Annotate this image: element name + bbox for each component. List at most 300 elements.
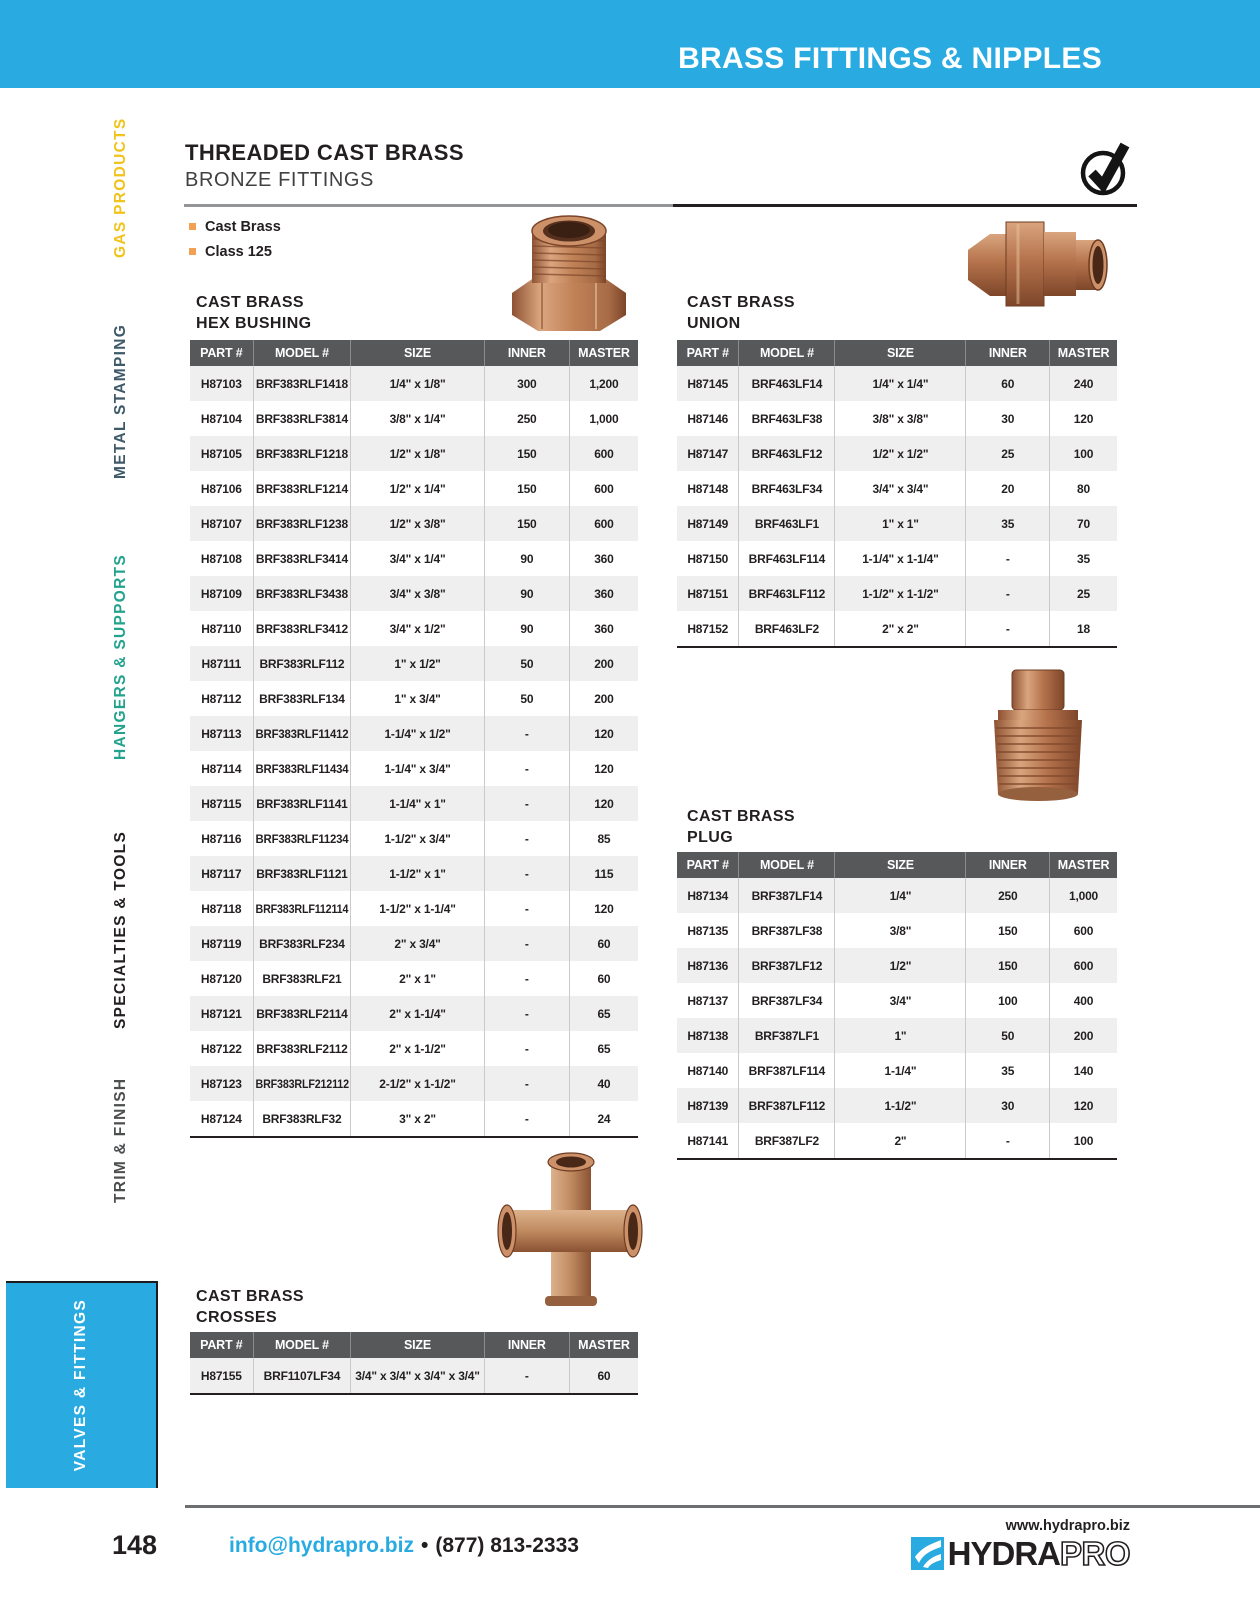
table-row <box>677 1053 1117 1088</box>
table-cell: - <box>966 576 1050 611</box>
table-cell: - <box>485 996 570 1031</box>
table-cell: H87114 <box>190 751 254 786</box>
table-cell: BRF383RLF3438 <box>254 576 352 611</box>
table-cell: 600 <box>594 516 614 531</box>
table-cell: 90 <box>485 541 570 576</box>
table-cell: 1-1/4" x 1-1/4" <box>835 541 966 576</box>
table-cell: - <box>966 611 1050 646</box>
table-row <box>190 506 638 541</box>
table-cell: 35 <box>966 1053 1050 1088</box>
table-cell: BRF387LF14 <box>739 878 835 913</box>
table-cell: BRF383RLF112 <box>254 646 352 681</box>
section-title-line: CAST BRASS <box>687 294 796 311</box>
table-header-row <box>677 340 1117 366</box>
table-row <box>677 983 1117 1018</box>
table-cell: BRF383RLF3414 <box>254 541 352 576</box>
table-row <box>190 1066 638 1101</box>
table-cell: 50 <box>966 1018 1050 1053</box>
sidebar-item-gas-products: GAS PRODUCTS <box>112 117 129 259</box>
table-cell: 3" x 2" <box>351 1101 485 1136</box>
table-cell: 3/4" x 3/4" <box>835 471 966 506</box>
table-cell: 60 <box>597 1368 611 1383</box>
table-cell: 1" x 1" <box>835 506 966 541</box>
column-header-size: SIZE <box>351 340 485 366</box>
table-cell: 600 <box>1073 923 1094 938</box>
table-cell: 1-1/2" x 1-1/2" <box>835 576 966 611</box>
section-title-line: UNION <box>687 315 741 332</box>
table-cell: 100 <box>1073 446 1094 461</box>
section-title-line: HEX BUSHING <box>196 315 312 332</box>
table-cell: BRF383RLF2114 <box>254 996 352 1031</box>
table-cell: 2" x 3/4" <box>351 926 485 961</box>
table-cell: H87109 <box>190 576 254 611</box>
table-cell: 1" x 3/4" <box>351 681 485 716</box>
table-row <box>190 786 638 821</box>
table-cell: 3/8" x 3/8" <box>835 401 966 436</box>
table-cell: 35 <box>966 506 1050 541</box>
section-title-line: PLUG <box>687 829 734 846</box>
table-cell: 3/4" x 3/4" x 3/4" x 3/4" <box>351 1358 485 1393</box>
table-cell: 1-1/2" x 1-1/4" <box>351 891 485 926</box>
table-cell: H87139 <box>677 1088 739 1123</box>
table-cell: H87115 <box>190 786 254 821</box>
table-cell: 65 <box>597 1006 611 1021</box>
table-cell: BRF463LF38 <box>739 401 835 436</box>
table-cell: 35 <box>1077 551 1090 566</box>
page-title: THREADED CAST BRASS <box>185 140 464 165</box>
table-cell: BRF383RLF3814 <box>254 401 352 436</box>
table-cell: 1-1/4" x 1" <box>351 786 485 821</box>
column-header-inner: INNER <box>485 340 570 366</box>
page-subtitle: BRONZE FITTINGS <box>185 169 374 191</box>
table-row <box>190 576 638 611</box>
logo-text-light: PRO <box>1059 1535 1130 1572</box>
table-cell: 200 <box>1073 1028 1094 1043</box>
crosses-photo <box>495 1150 645 1315</box>
table-row <box>677 506 1117 541</box>
table-cell: BRF383RLF1141 <box>254 786 352 821</box>
section-title-crosses <box>196 1286 304 1328</box>
table-row <box>677 913 1117 948</box>
column-header-master: MASTER <box>578 1338 630 1352</box>
table-cell: H87124 <box>190 1101 254 1136</box>
table-cell: BRF387LF114 <box>739 1053 835 1088</box>
table-cell: BRF387LF38 <box>739 913 835 948</box>
table-row <box>190 856 638 891</box>
table-cell: 150 <box>485 506 570 541</box>
table-cell: H87119 <box>190 926 254 961</box>
table-cell: 90 <box>485 611 570 646</box>
table-row <box>677 401 1117 436</box>
table-cell: - <box>485 821 570 856</box>
table-cell: 85 <box>597 831 611 846</box>
table-cell: 60 <box>966 366 1050 401</box>
table-row <box>190 821 638 856</box>
section-title-line: CAST BRASS <box>196 1288 305 1305</box>
table-cell: 100 <box>966 983 1050 1018</box>
table-cell: 50 <box>485 681 570 716</box>
table-cell: H87103 <box>190 366 254 401</box>
table-cell: - <box>485 786 570 821</box>
table-cell: BRF383RLF134 <box>254 681 352 716</box>
table-cell: H87105 <box>190 436 254 471</box>
table-row <box>190 1101 638 1136</box>
table-row <box>677 576 1117 611</box>
table-cell: 120 <box>594 796 614 811</box>
table-row <box>190 751 638 786</box>
sidebar-item-hangers-supports: HANGERS & SUPPORTS <box>112 554 129 760</box>
table-cell: 2" <box>835 1123 966 1158</box>
table-cell: BRF383RLF32 <box>254 1101 352 1136</box>
table-cell: BRF463LF2 <box>739 611 835 646</box>
sidebar-item-specialties-tools: SPECIALTIES & TOOLS <box>112 830 129 1030</box>
table-cell: 60 <box>597 971 611 986</box>
table-row <box>677 1018 1117 1053</box>
table-cell: H87104 <box>190 401 254 436</box>
logo-text-bold: HYDRA <box>947 1535 1060 1572</box>
table-cell: 200 <box>594 656 614 671</box>
page-header-title: BRASS FITTINGS & NIPPLES <box>678 42 1102 75</box>
column-header-inner: INNER <box>966 852 1050 878</box>
table-cell: 1-1/2" x 1" <box>351 856 485 891</box>
table-row <box>190 961 638 996</box>
table-cell: 2" x 1-1/4" <box>351 996 485 1031</box>
table-row <box>677 436 1117 471</box>
section-title-line: CROSSES <box>196 1309 278 1326</box>
table-row <box>190 996 638 1031</box>
table-cell: - <box>485 716 570 751</box>
table-cell: 115 <box>594 866 614 881</box>
table-cell: BRF463LF12 <box>739 436 835 471</box>
table-cell: 250 <box>485 401 570 436</box>
table-cell: 1-1/2" <box>835 1088 966 1123</box>
table-cell: - <box>485 1358 570 1393</box>
table-cell: BRF383RLF1238 <box>254 506 352 541</box>
table-cell: 1,000 <box>1069 888 1099 903</box>
table-cell: 1-1/2" x 3/4" <box>351 821 485 856</box>
table-cell: BRF1107LF34 <box>254 1358 352 1393</box>
table-cell: - <box>966 541 1050 576</box>
table-row <box>677 541 1117 576</box>
table-header-row <box>677 852 1117 878</box>
table-row <box>190 646 638 681</box>
table-cell: 30 <box>966 1088 1050 1123</box>
table-cell: 300 <box>485 366 570 401</box>
table-cell: 40 <box>597 1076 611 1091</box>
column-header-size: SIZE <box>835 852 966 878</box>
table-cell: 150 <box>966 913 1050 948</box>
union-table <box>677 340 1117 648</box>
table-cell: BRF387LF1 <box>739 1018 835 1053</box>
table-row <box>677 611 1117 646</box>
feature-text: Cast Brass <box>205 218 281 235</box>
table-cell: H87146 <box>677 401 739 436</box>
table-cell: H87121 <box>190 996 254 1031</box>
table-cell: H87107 <box>190 506 254 541</box>
table-cell: - <box>485 856 570 891</box>
table-cell: - <box>485 751 570 786</box>
table-cell: H87155 <box>190 1358 254 1393</box>
table-cell: H87145 <box>677 366 739 401</box>
hydrapro-logo-mark <box>911 1537 944 1570</box>
table-cell: H87123 <box>190 1066 254 1101</box>
page-number: 148 <box>112 1530 158 1560</box>
column-header-size: SIZE <box>835 340 966 366</box>
table-cell: 150 <box>485 471 570 506</box>
sidebar-item-valves-fittings <box>6 1281 158 1488</box>
table-cell: 1,000 <box>589 411 619 426</box>
sidebar-item-trim-finish: TRIM & FINISH <box>112 1077 129 1203</box>
table-cell: 2-1/2" x 1-1/2" <box>351 1066 485 1101</box>
website-link[interactable]: www.hydrapro.biz <box>1005 1518 1130 1534</box>
table-cell: 150 <box>966 948 1050 983</box>
table-cell: H87111 <box>190 646 254 681</box>
table-cell: 200 <box>594 691 614 706</box>
column-header-master: MASTER <box>578 346 630 360</box>
table-cell: - <box>485 1031 570 1066</box>
table-header-row <box>190 340 638 366</box>
column-header-model: MODEL # <box>739 340 835 366</box>
table-cell: BRF383RLF112114 <box>254 891 352 926</box>
table-cell: 2" x 1-1/2" <box>351 1031 485 1066</box>
table-cell: 90 <box>485 576 570 611</box>
table-cell: 1" x 1/2" <box>351 646 485 681</box>
table-cell: H87149 <box>677 506 739 541</box>
column-header-part: PART # <box>677 340 739 366</box>
phone-number: (877) 813-2333 <box>435 1534 579 1557</box>
table-cell: 600 <box>594 446 614 461</box>
table-cell: BRF383RLF212112 <box>254 1066 352 1101</box>
table-cell: 1" <box>835 1018 966 1053</box>
table-row <box>190 611 638 646</box>
column-header-model: MODEL # <box>254 340 352 366</box>
table-cell: 600 <box>594 481 614 496</box>
table-cell: 1/2" x 1/2" <box>835 436 966 471</box>
hex-bushing-table <box>190 340 638 1138</box>
table-cell: 120 <box>1073 1098 1094 1113</box>
table-cell: BRF463LF114 <box>739 541 835 576</box>
table-cell: H87148 <box>677 471 739 506</box>
table-cell: BRF387LF34 <box>739 983 835 1018</box>
column-header-size: SIZE <box>351 1332 485 1358</box>
table-cell: 3/8" x 1/4" <box>351 401 485 436</box>
table-cell: BRF383RLF3412 <box>254 611 352 646</box>
section-title-union <box>687 292 795 334</box>
table-cell: 50 <box>485 646 570 681</box>
table-cell: 1/2" x 3/8" <box>351 506 485 541</box>
table-cell: 140 <box>1073 1063 1094 1078</box>
table-cell: 1/4" <box>835 878 966 913</box>
table-cell: H87134 <box>677 878 739 913</box>
column-header-part: PART # <box>190 340 254 366</box>
table-row <box>190 716 638 751</box>
table-cell: 60 <box>597 936 611 951</box>
table-cell: 240 <box>1073 376 1094 391</box>
table-cell: H87137 <box>677 983 739 1018</box>
table-cell: - <box>485 1066 570 1101</box>
table-cell: BRF463LF1 <box>739 506 835 541</box>
table-cell: H87113 <box>190 716 254 751</box>
table-cell: 100 <box>1073 1133 1094 1148</box>
table-cell: 120 <box>594 726 614 741</box>
table-cell: 1,200 <box>589 376 619 391</box>
table-row <box>677 878 1117 913</box>
table-cell: BRF383RLF11234 <box>254 821 352 856</box>
table-cell: 120 <box>594 901 614 916</box>
table-row <box>190 471 638 506</box>
table-cell: BRF387LF12 <box>739 948 835 983</box>
table-cell: - <box>966 1123 1050 1158</box>
table-cell: H87136 <box>677 948 739 983</box>
table-cell: 150 <box>485 436 570 471</box>
table-cell: BRF383RLF11412 <box>254 716 352 751</box>
table-cell: 2" x 1" <box>351 961 485 996</box>
table-cell: BRF383RLF11434 <box>254 751 352 786</box>
hex-bushing-photo <box>498 213 640 340</box>
table-row <box>677 366 1117 401</box>
table-cell: H87141 <box>677 1123 739 1158</box>
table-cell: BRF383RLF234 <box>254 926 352 961</box>
table-cell: 1-1/4" x 3/4" <box>351 751 485 786</box>
column-header-part: PART # <box>190 1332 254 1358</box>
table-cell: 1/2" <box>835 948 966 983</box>
table-row <box>677 1088 1117 1123</box>
section-title-hex-bushing <box>196 292 312 334</box>
table-cell: 3/4" x 1/4" <box>351 541 485 576</box>
table-cell: H87106 <box>190 471 254 506</box>
footer-contact <box>229 1534 579 1558</box>
table-cell: 600 <box>1073 958 1094 973</box>
table-cell: BRF383RLF1121 <box>254 856 352 891</box>
table-row <box>190 891 638 926</box>
table-cell: 250 <box>966 878 1050 913</box>
checkmark-icon <box>1078 136 1134 203</box>
feature-text: Class 125 <box>205 243 272 260</box>
table-cell: 70 <box>1077 516 1090 531</box>
table-cell: 120 <box>594 761 614 776</box>
table-cell: H87108 <box>190 541 254 576</box>
table-row <box>190 541 638 576</box>
table-row <box>677 948 1117 983</box>
union-photo <box>960 198 1110 335</box>
table-row <box>677 1123 1117 1158</box>
table-row <box>190 1031 638 1066</box>
table-cell: H87147 <box>677 436 739 471</box>
table-cell: H87110 <box>190 611 254 646</box>
feature-item <box>189 214 281 239</box>
table-cell: 80 <box>1077 481 1090 496</box>
table-cell: H87118 <box>190 891 254 926</box>
table-row <box>190 401 638 436</box>
table-cell: BRF387LF112 <box>739 1088 835 1123</box>
table-cell: BRF383RLF21 <box>254 961 352 996</box>
table-cell: 1-1/4" <box>835 1053 966 1088</box>
table-cell: 20 <box>966 471 1050 506</box>
table-cell: 400 <box>1073 993 1094 1008</box>
table-cell: 360 <box>594 551 614 566</box>
table-cell: H87117 <box>190 856 254 891</box>
table-cell: H87151 <box>677 576 739 611</box>
column-header-inner: INNER <box>485 1332 570 1358</box>
table-cell: - <box>485 926 570 961</box>
plug-photo <box>968 664 1108 819</box>
table-cell: H87135 <box>677 913 739 948</box>
table-cell: 30 <box>966 401 1050 436</box>
table-cell: 65 <box>597 1041 611 1056</box>
table-cell: 3/8" <box>835 913 966 948</box>
table-row <box>190 436 638 471</box>
table-cell: H87116 <box>190 821 254 856</box>
column-header-master: MASTER <box>1057 346 1110 360</box>
table-cell: 120 <box>1073 411 1094 426</box>
table-cell: - <box>485 891 570 926</box>
table-cell: 1-1/4" x 1/2" <box>351 716 485 751</box>
feature-item <box>189 239 281 264</box>
table-cell: 25 <box>1077 586 1090 601</box>
table-cell: 1/4" x 1/4" <box>835 366 966 401</box>
sidebar-item-metal-stamping: METAL STAMPING <box>112 323 129 479</box>
header-band <box>0 0 1260 88</box>
table-cell: 1/2" x 1/4" <box>351 471 485 506</box>
table-cell: BRF463LF14 <box>739 366 835 401</box>
table-cell: BRF383RLF2112 <box>254 1031 352 1066</box>
table-cell: 1/2" x 1/8" <box>351 436 485 471</box>
table-header-row <box>190 1332 638 1358</box>
table-cell: H87112 <box>190 681 254 716</box>
table-cell: BRF383RLF1214 <box>254 471 352 506</box>
table-cell: 24 <box>597 1111 611 1126</box>
table-row <box>677 471 1117 506</box>
table-cell: H87122 <box>190 1031 254 1066</box>
table-cell: BRF383RLF1218 <box>254 436 352 471</box>
table-cell: H87138 <box>677 1018 739 1053</box>
plug-table <box>677 852 1117 1160</box>
table-cell: H87152 <box>677 611 739 646</box>
table-cell: 25 <box>966 436 1050 471</box>
section-title-line: CAST BRASS <box>196 294 305 311</box>
sidebar-item-label: VALVES & FITTINGS <box>72 1299 89 1472</box>
table-cell: 18 <box>1077 621 1090 636</box>
table-cell: 1/4" x 1/8" <box>351 366 485 401</box>
table-cell: H87120 <box>190 961 254 996</box>
table-cell: BRF387LF2 <box>739 1123 835 1158</box>
section-title-plug <box>687 806 795 848</box>
table-cell: 3/4" x 3/8" <box>351 576 485 611</box>
table-cell: BRF463LF112 <box>739 576 835 611</box>
table-cell: - <box>485 961 570 996</box>
table-row <box>190 926 638 961</box>
footer-divider <box>185 1505 1260 1508</box>
section-title-line: CAST BRASS <box>687 808 796 825</box>
feature-list <box>189 214 281 264</box>
table-cell: 360 <box>594 621 614 636</box>
contact-separator: • <box>420 1534 429 1557</box>
table-row <box>190 366 638 401</box>
feature-bullet <box>189 248 196 255</box>
table-row <box>190 681 638 716</box>
table-cell: 3/4" x 1/2" <box>351 611 485 646</box>
column-header-master: MASTER <box>1057 858 1110 872</box>
crosses-table <box>190 1332 638 1395</box>
divider-gray <box>184 204 673 207</box>
hydrapro-logo <box>911 1537 1130 1570</box>
table-cell: 360 <box>594 586 614 601</box>
table-cell: BRF383RLF1418 <box>254 366 352 401</box>
column-header-inner: INNER <box>966 340 1050 366</box>
table-cell: 2" x 2" <box>835 611 966 646</box>
table-cell: 3/4" <box>835 983 966 1018</box>
email-link[interactable]: info@hydrapro.biz <box>229 1534 414 1557</box>
